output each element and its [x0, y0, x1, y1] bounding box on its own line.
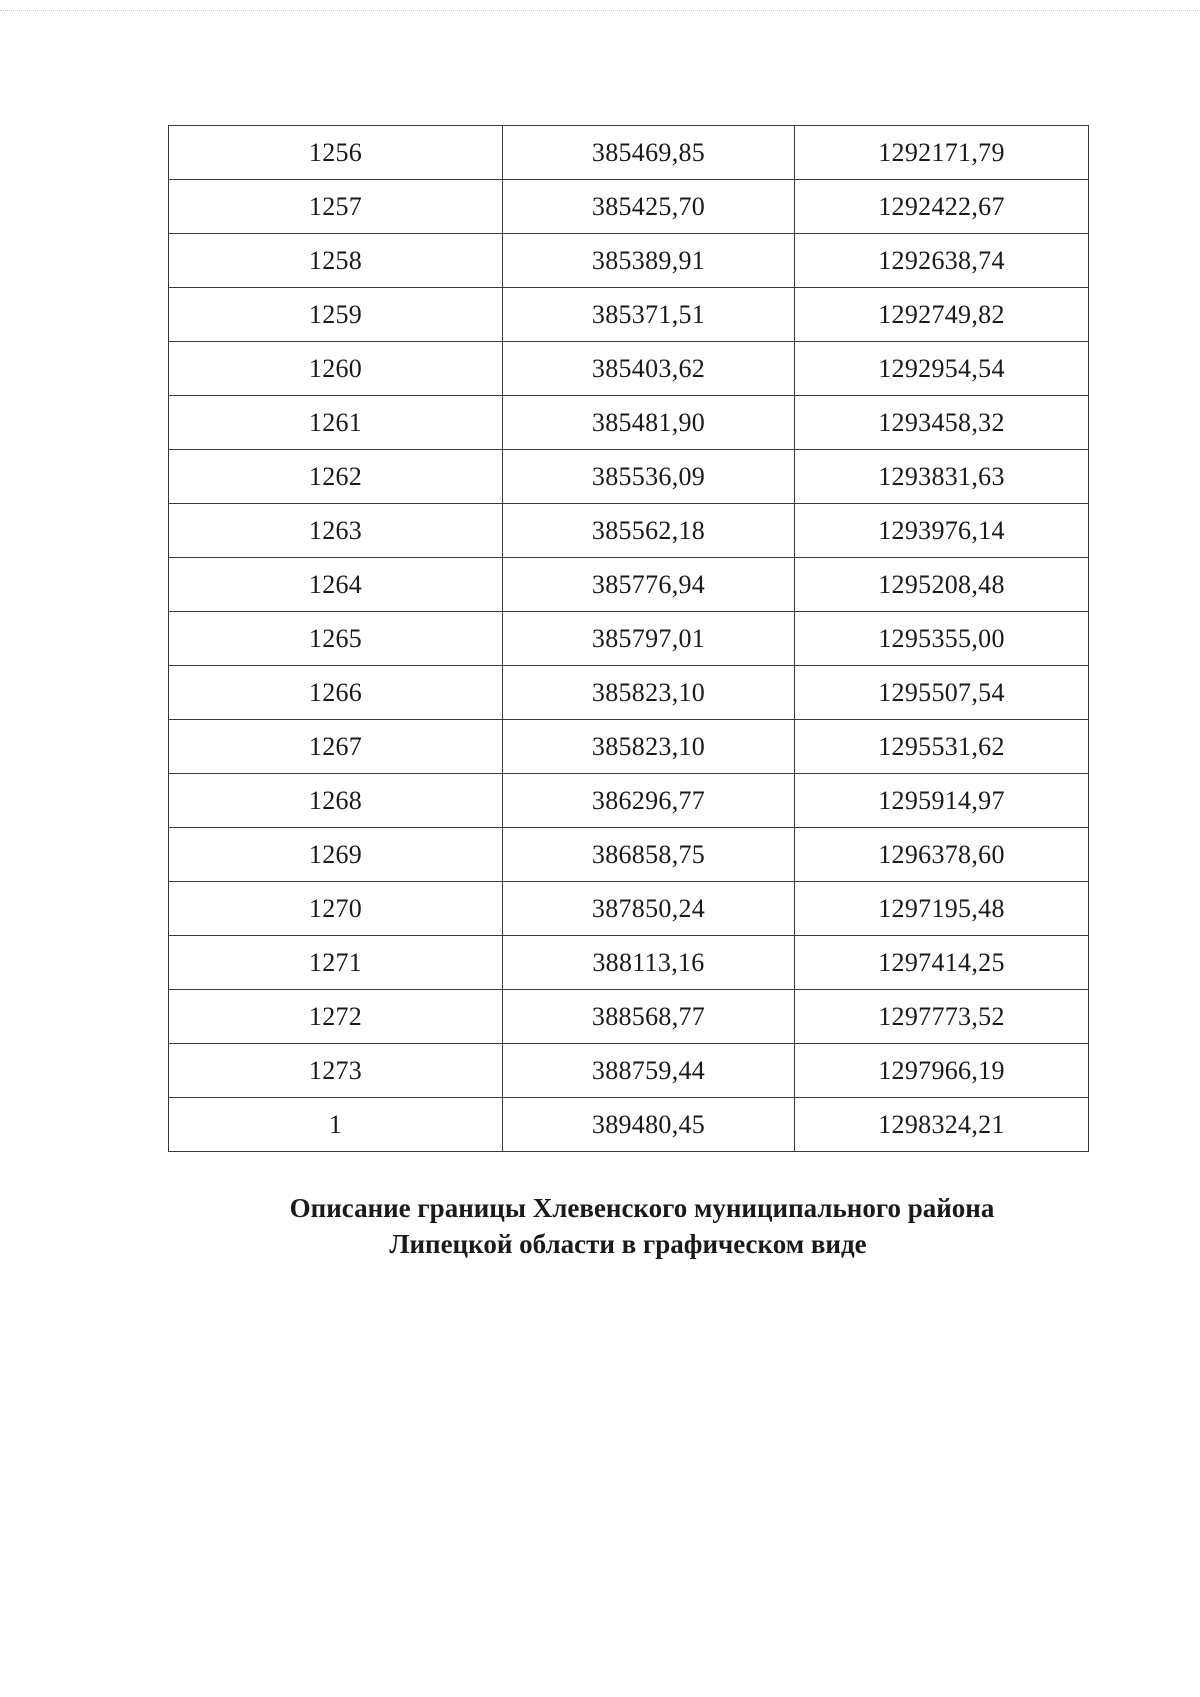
y-coordinate-cell: 1296378,60	[795, 828, 1089, 882]
table-row	[169, 126, 1089, 180]
y-coordinate-cell: 1292171,79	[795, 126, 1089, 180]
y-coordinate-cell: 1295208,48	[795, 558, 1089, 612]
x-coordinate-cell: 385389,91	[503, 234, 795, 288]
point-number-cell: 1260	[169, 342, 503, 396]
point-number-cell: 1271	[169, 936, 503, 990]
heading-line-1: Описание границы Хлевенского муниципального района	[289, 1193, 995, 1223]
y-coordinate-cell: 1297773,52	[795, 990, 1089, 1044]
table-row	[169, 666, 1089, 720]
table-row	[169, 558, 1089, 612]
table-row	[169, 828, 1089, 882]
heading-line-2: Липецкой области в графическом виде	[389, 1229, 867, 1259]
table-row	[169, 288, 1089, 342]
y-coordinate-cell: 1295355,00	[795, 612, 1089, 666]
x-coordinate-cell: 388568,77	[503, 990, 795, 1044]
point-number-cell: 1272	[169, 990, 503, 1044]
y-coordinate-cell: 1297966,19	[795, 1044, 1089, 1098]
x-coordinate-cell: 385562,18	[503, 504, 795, 558]
point-number-cell: 1262	[169, 450, 503, 504]
x-coordinate-cell: 385371,51	[503, 288, 795, 342]
y-coordinate-cell: 1292638,74	[795, 234, 1089, 288]
y-coordinate-cell: 1293458,32	[795, 396, 1089, 450]
point-number-cell: 1258	[169, 234, 503, 288]
table-row	[169, 1098, 1089, 1152]
table-row	[169, 450, 1089, 504]
point-number-cell: 1	[169, 1098, 503, 1152]
point-number-cell: 1267	[169, 720, 503, 774]
y-coordinate-cell: 1298324,21	[795, 1098, 1089, 1152]
x-coordinate-cell: 385469,85	[503, 126, 795, 180]
point-number-cell: 1256	[169, 126, 503, 180]
x-coordinate-cell: 388759,44	[503, 1044, 795, 1098]
y-coordinate-cell: 1292749,82	[795, 288, 1089, 342]
boundary-coordinates-table	[168, 125, 1089, 1152]
x-coordinate-cell: 387850,24	[503, 882, 795, 936]
point-number-cell: 1273	[169, 1044, 503, 1098]
y-coordinate-cell: 1295914,97	[795, 774, 1089, 828]
table-row	[169, 720, 1089, 774]
y-coordinate-cell: 1295531,62	[795, 720, 1089, 774]
table-row	[169, 180, 1089, 234]
y-coordinate-cell: 1292422,67	[795, 180, 1089, 234]
x-coordinate-cell: 385823,10	[503, 666, 795, 720]
x-coordinate-cell: 385797,01	[503, 612, 795, 666]
table-row	[169, 504, 1089, 558]
y-coordinate-cell: 1297195,48	[795, 882, 1089, 936]
x-coordinate-cell: 389480,45	[503, 1098, 795, 1152]
table-row	[169, 990, 1089, 1044]
y-coordinate-cell: 1297414,25	[795, 936, 1089, 990]
table-row	[169, 342, 1089, 396]
point-number-cell: 1268	[169, 774, 503, 828]
x-coordinate-cell: 388113,16	[503, 936, 795, 990]
table-row	[169, 234, 1089, 288]
x-coordinate-cell: 385776,94	[503, 558, 795, 612]
table-row	[169, 774, 1089, 828]
x-coordinate-cell: 385823,10	[503, 720, 795, 774]
x-coordinate-cell: 386296,77	[503, 774, 795, 828]
table-row	[169, 1044, 1089, 1098]
point-number-cell: 1259	[169, 288, 503, 342]
x-coordinate-cell: 385425,70	[503, 180, 795, 234]
point-number-cell: 1263	[169, 504, 503, 558]
y-coordinate-cell: 1293976,14	[795, 504, 1089, 558]
table-row	[169, 396, 1089, 450]
x-coordinate-cell: 386858,75	[503, 828, 795, 882]
table-row	[169, 936, 1089, 990]
point-number-cell: 1265	[169, 612, 503, 666]
point-number-cell: 1269	[169, 828, 503, 882]
point-number-cell: 1261	[169, 396, 503, 450]
x-coordinate-cell: 385536,09	[503, 450, 795, 504]
y-coordinate-cell: 1292954,54	[795, 342, 1089, 396]
x-coordinate-cell: 385481,90	[503, 396, 795, 450]
point-number-cell: 1266	[169, 666, 503, 720]
y-coordinate-cell: 1293831,63	[795, 450, 1089, 504]
section-heading	[168, 1190, 1088, 1262]
table-row	[169, 612, 1089, 666]
table-row	[169, 882, 1089, 936]
scan-edge-line	[0, 10, 1200, 11]
point-number-cell: 1270	[169, 882, 503, 936]
point-number-cell: 1257	[169, 180, 503, 234]
y-coordinate-cell: 1295507,54	[795, 666, 1089, 720]
point-number-cell: 1264	[169, 558, 503, 612]
x-coordinate-cell: 385403,62	[503, 342, 795, 396]
